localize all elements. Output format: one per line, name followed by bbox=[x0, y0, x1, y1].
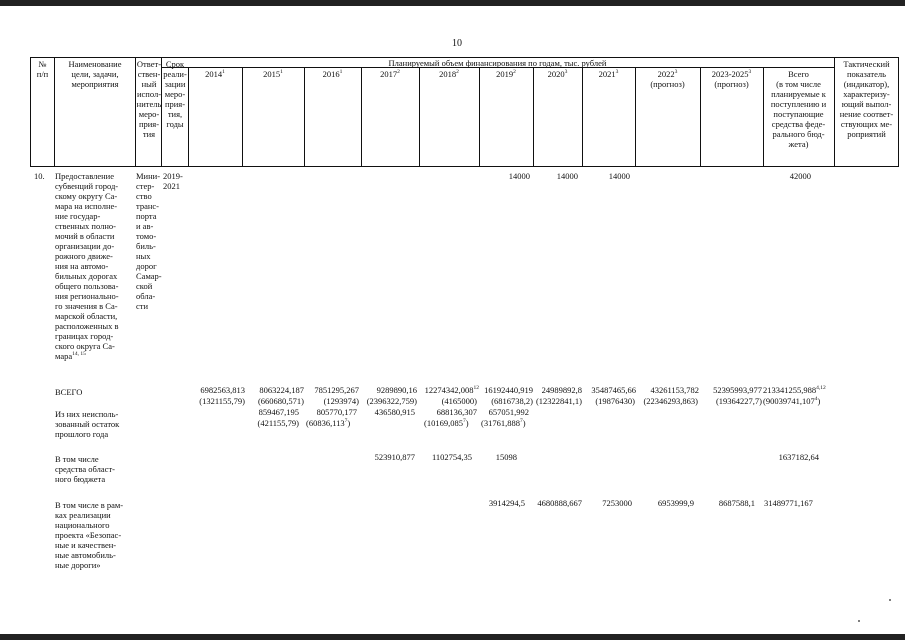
total-paren-2014: (1321155,79) bbox=[199, 396, 245, 406]
total-2020: 24989892,8 bbox=[541, 385, 582, 395]
national-total: 31489771,167 bbox=[764, 498, 813, 508]
unused-paren-2016: (60836,113$^7$) bbox=[306, 418, 351, 428]
header-term: Срок реали- зации меро- прия- тия, годы bbox=[163, 59, 187, 129]
total-paren-2017: (2396322,759) bbox=[366, 396, 417, 406]
header-year-2023-2025: 2023-2025$^3$ (прогноз) bbox=[711, 69, 752, 89]
unused-2015: 859467,195 bbox=[258, 407, 299, 417]
total-2018: 12274342,008$^{12}$ bbox=[424, 385, 479, 395]
total-paren-sum: (90039741,107$^4$) bbox=[763, 396, 821, 406]
header-year-2018: 2018$^2$ bbox=[439, 69, 459, 79]
header-year-2017: 2017$^2$ bbox=[380, 69, 400, 79]
total-2015: 8063224,187 bbox=[259, 385, 304, 395]
item-2020: 14000 bbox=[556, 171, 578, 181]
total-2021: 35487465,66 bbox=[591, 385, 636, 395]
national-label: В том числе в рам- ках реализации национального проекта «Безопас- ные и качествен- ные автомобиль- ные дороги» bbox=[55, 500, 124, 570]
regional-total: 1637182,64 bbox=[778, 452, 819, 462]
national-2019: 3914294,5 bbox=[488, 498, 525, 508]
total-2017: 9289890,16 bbox=[376, 385, 417, 395]
unused-label: Из них неисполь- зованный остаток прошлого года bbox=[55, 409, 120, 439]
total-paren-2015: (660680,571) bbox=[257, 396, 304, 406]
header-responsible: Ответ- ствен- ный испол- нитель меро- прия- тия bbox=[136, 59, 162, 139]
regional-label: В том числе средства област- ного бюджета bbox=[55, 454, 115, 484]
total-2014: 6982563,813 bbox=[200, 385, 245, 395]
scan-speck bbox=[858, 620, 860, 622]
header-year-2014: 2014$^1$ bbox=[205, 69, 225, 79]
unused-2017: 436580,915 bbox=[374, 407, 415, 417]
unused-paren-2019: (31761,888$^7$) bbox=[481, 418, 526, 428]
national-2023-2025: 8687588,1 bbox=[718, 498, 755, 508]
header-year-2020: 2020$^3$ bbox=[547, 69, 568, 79]
total-label: ВСЕГО bbox=[55, 387, 83, 397]
national-2020: 4680888,667 bbox=[537, 498, 582, 508]
regional-2017: 523910,877 bbox=[374, 452, 415, 462]
item-name: Предоставление субвенций город- скому округу Са- мара на исполне- ние государ- ственных полно- мочий в области организации до- рожного движе- ния на автомо- бильных дорогах общего пользова- ния регионально- го значения в Са- марской области, расположенных в границах город- ского округа Са- мара$^{14, 15}$ bbox=[55, 171, 119, 361]
total-paren-2023-2025: (19364227,7) bbox=[715, 396, 762, 406]
item-total: 42000 bbox=[789, 171, 811, 181]
total-paren-2018: (4165000) bbox=[441, 396, 477, 406]
page-number: 10 bbox=[452, 38, 462, 49]
header-name: Наименование цели, задачи, мероприятия bbox=[68, 59, 122, 89]
total-paren-2022: (22346293,863) bbox=[643, 396, 698, 406]
regional-2019: 15098 bbox=[495, 452, 517, 462]
item-responsible: Мини- стер- ство транс- порта и ав- томо- биль- ных дорог Самар- ской обла- сти bbox=[136, 171, 162, 311]
regional-2018: 1102754,35 bbox=[431, 452, 472, 462]
unused-2018: 688136,307 bbox=[436, 407, 477, 417]
item-term: 2019- 2021 bbox=[163, 171, 183, 191]
total-paren-2019: (6816738,2) bbox=[491, 396, 533, 406]
total-paren-2016: (1293974) bbox=[323, 396, 359, 406]
header-funding-title: Планируемый объем финансирования по годам, тыс. рублей bbox=[388, 58, 607, 68]
header-year-2021: 2021$^3$ bbox=[598, 69, 619, 79]
total-2022: 43261153,782 bbox=[650, 385, 699, 395]
total-paren-2021: (19876430) bbox=[595, 396, 635, 406]
unused-2019: 657051,992 bbox=[488, 407, 529, 417]
header-num: № п/п bbox=[36, 59, 49, 79]
header-indicator: Тактический показатель (индикатор), характеризу- ющий выпол- нение соответ- ствующих ме- роприятий bbox=[839, 59, 894, 139]
unused-2016: 805770,177 bbox=[316, 407, 357, 417]
total-paren-2020: (12322841,1) bbox=[535, 396, 582, 406]
item-2021: 14000 bbox=[608, 171, 630, 181]
header-total: Всего (в том числе планируемые к поступлению и поступающие средства феде- рального бюд- жета) bbox=[770, 69, 827, 149]
total-sum: 213341255,988$^{4,12}$ bbox=[763, 385, 826, 395]
scan-speck bbox=[889, 599, 891, 601]
national-2022: 6953999,9 bbox=[657, 498, 694, 508]
unused-paren-2018: (10169,085$^7$) bbox=[424, 418, 469, 428]
unused-paren-2015: (421155,79) bbox=[257, 418, 299, 428]
bottom-scan-edge bbox=[0, 634, 905, 640]
total-2016: 7851295,267 bbox=[314, 385, 359, 395]
total-2023-2025: 52395993,977 bbox=[713, 385, 762, 395]
header-year-2019: 2019$^2$ bbox=[496, 69, 516, 79]
national-2021: 7253000 bbox=[602, 498, 632, 508]
total-2019: 16192440,919 bbox=[484, 385, 533, 395]
item-number: 10. bbox=[34, 171, 45, 181]
header-year-2022: 2022$^3$ (прогноз) bbox=[650, 69, 685, 89]
item-2019: 14000 bbox=[508, 171, 530, 181]
header-year-2016: 2016$^1$ bbox=[322, 69, 343, 79]
top-scan-edge bbox=[0, 0, 905, 6]
header-year-2015: 2015$^1$ bbox=[263, 69, 283, 79]
